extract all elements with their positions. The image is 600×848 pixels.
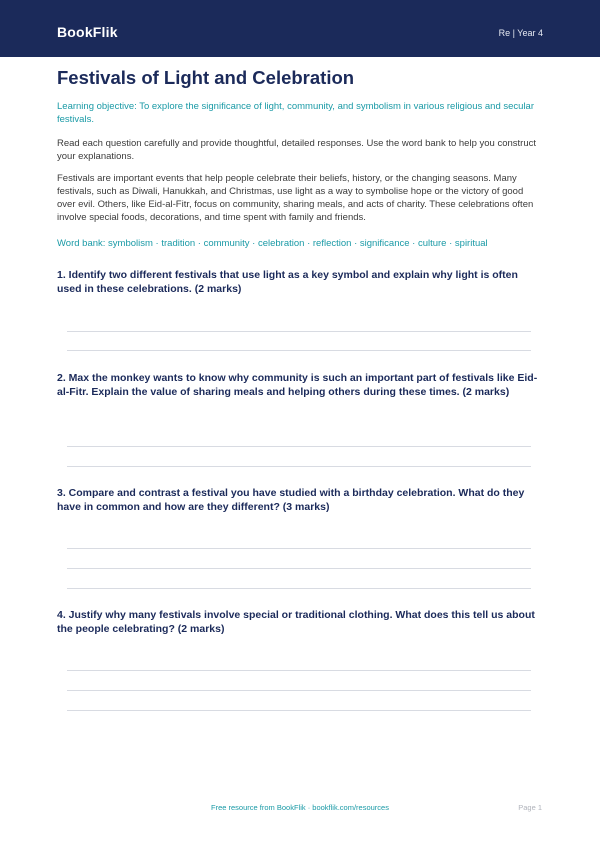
question-1: 1. Identify two different festivals that use light as a key symbol and explain why light is often used in these celebrations. (2 marks): [57, 269, 518, 295]
word-bank: Word bank: symbolism · tradition · community · celebration · reflection · significance · culture · spiritual: [57, 238, 488, 249]
answer-line[interactable]: [67, 331, 531, 332]
instructions-text: Read each question carefully and provide thoughtful, detailed responses. Use the word bank to help you construct your explanations.: [57, 138, 536, 162]
learning-objective: Learning objective: To explore the significance of light, community, and symbolism in various religious and secular festivals.: [57, 101, 535, 125]
question-4: 4. Justify why many festivals involve special or traditional clothing. What does this tell us about the people celebrating? (2 marks): [57, 609, 535, 635]
answer-line[interactable]: [67, 690, 531, 691]
question-3: 3. Compare and contrast a festival you have studied with a birthday celebration. What do they have in common and how are they different? (3 marks): [57, 487, 525, 513]
header-bar: [0, 0, 600, 57]
brand-logo[interactable]: BookFlik: [57, 24, 118, 40]
answer-line[interactable]: [67, 548, 531, 549]
answer-line[interactable]: [67, 710, 531, 711]
answer-line[interactable]: [67, 446, 531, 447]
answer-line[interactable]: [67, 670, 531, 671]
question-2: 2. Max the monkey wants to know why community is such an important part of festivals like Eid-al-Fitr. Explain the value of sharing meals and helping others during these times. (2 marks): [57, 372, 538, 398]
answer-line[interactable]: [67, 588, 531, 589]
page-title: Festivals of Light and Celebration: [57, 67, 355, 88]
subject-year-label: Re | Year 4: [498, 28, 543, 38]
answer-line[interactable]: [67, 350, 531, 351]
answer-line[interactable]: [67, 466, 531, 467]
footer-credit-link[interactable]: Free resource from BookFlik · bookflik.com/resources: [211, 803, 389, 812]
page-number: Page 1: [518, 803, 542, 812]
answer-line[interactable]: [67, 568, 531, 569]
intro-text: Festivals are important events that help people celebrate their beliefs, history, or the changing seasons. Many festivals, such as Diwali, Hanukkah, and Christmas, use light as a way to symbolise hope or the victory of good over evil. Others, like Eid-al-Fitr, focus on community, sharing meals, and acts of charity. These celebrations often involve special foods, decorations, and time spent with family and friends.: [57, 173, 534, 223]
